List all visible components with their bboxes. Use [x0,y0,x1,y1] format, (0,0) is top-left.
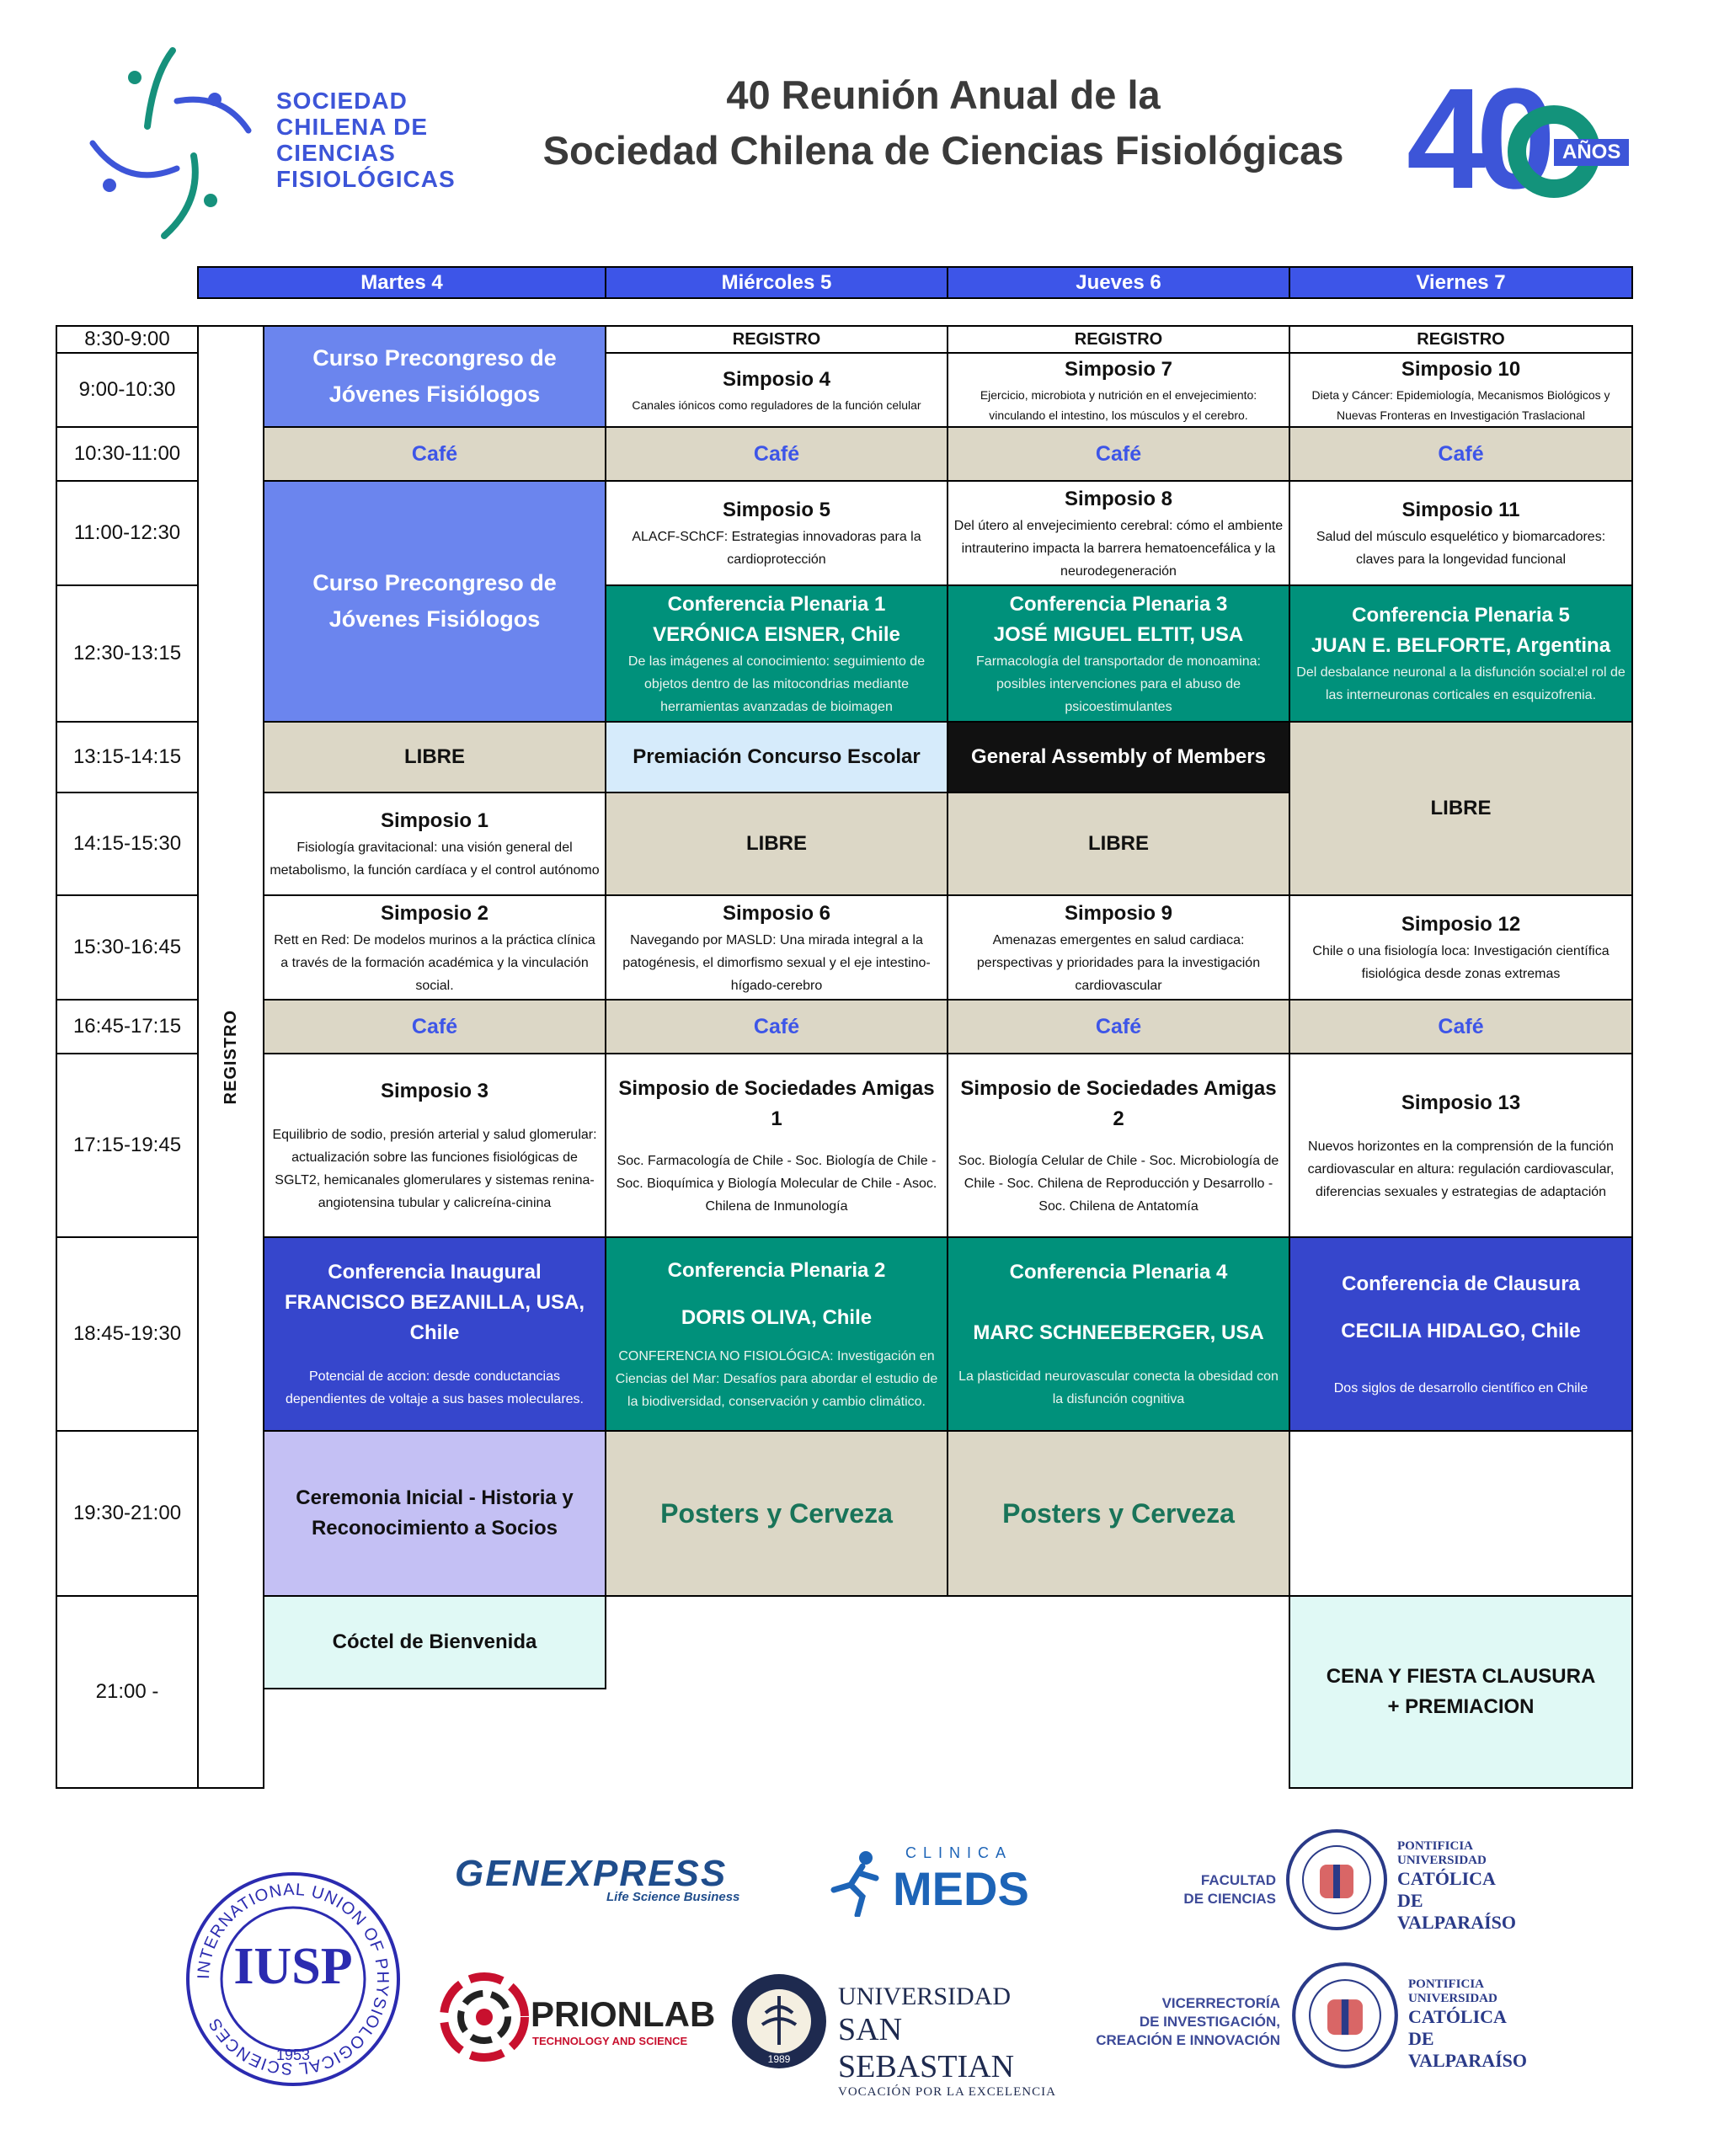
pucv-line: UNIVERSIDAD [1397,1854,1487,1867]
curso-precongreso-1: Curso Precongreso de Jóvenes Fisiólogos [263,325,606,428]
simposio-sociedades-amigas-2: Simposio de Sociedades Amigas 2 Soc. Biología Celular de Chile - Soc. Microbiología de Chile - Soc. Chilena de Reproducción y Desarrollo - Soc. Chilena de Antatomía [947,1053,1290,1238]
simposio-9: Simposio 9 Amenazas emergentes en salud cardiaca: perspectivas y prioridades para la investigación cardiovascular [947,894,1290,1001]
meds-wordmark: MEDS [893,1862,1029,1915]
time-slot: 18:45-19:30 [56,1236,199,1432]
prionlab-swirl-icon [438,1954,531,2080]
vicerrectoria-line: DE INVESTIGACIÓN, [1139,2014,1280,2030]
empty-viernes-evening [1289,1430,1633,1597]
day-header-miercoles: Miércoles 5 [605,266,948,299]
registro-vertical-label: REGISTRO [221,1009,240,1105]
time-slot: 9:00-10:30 [56,352,199,428]
conferencia-plenaria-1: Conferencia Plenaria 1 VERÓNICA EISNER, Chile De las imágenes al conocimiento: seguimiento de objetos dentro de las mitocondrias mediante herramientas avanzadas de bioimagen [605,584,948,723]
registro-jueves: REGISTRO [947,325,1290,354]
pucv-line: VALPARAÍSO [1408,2050,1527,2071]
clinica-meds-logo [825,1844,1053,1920]
iups-logo [184,1870,403,2089]
simposio-3: Simposio 3 Equilibrio de sodio, presión arterial y salud glomerular: actualización sobre las funciones fisiológicas de SGLT2, hemicanales glomerulares y sistemas renina-angiotensina tubular y calicreína-cinina [263,1053,606,1238]
org-name-line: CIENCIAS [276,140,396,166]
facultad-line: FACULTAD [1200,1872,1276,1888]
uss-seal-year: 1989 [767,2053,791,2065]
pucv-line: CATÓLICA DE [1397,1868,1495,1911]
iups-year: 1953 [275,2047,311,2063]
libre-miercoles: LIBRE [605,792,948,896]
cafe-miercoles-pm: Café [605,999,948,1054]
cafe-miercoles-am: Café [605,426,948,482]
org-name-line: FISIOLÓGICAS [276,166,456,192]
cafe-viernes-pm: Café [1289,999,1633,1054]
conferencia-plenaria-3: Conferencia Plenaria 3 JOSÉ MIGUEL ELTIT, USA Farmacología del transportador de monoamina: posibles intervenciones para el abuso de psicoestimulantes [947,584,1290,723]
cafe-martes-pm: Café [263,999,606,1054]
libre-martes: LIBRE [263,721,606,793]
title-line-1: 40 Reunión Anual de la [726,72,1161,117]
conferencia-clausura: Conferencia de Clausura CECILIA HIDALGO, Chile Dos siglos de desarrollo científico en Chile [1289,1236,1633,1432]
cena-fiesta-clausura: CENA Y FIESTA CLAUSURA + PREMIACION [1289,1595,1633,1789]
registro-miercoles: REGISTRO [605,325,948,354]
badge-number: 40 [1407,59,1546,219]
simposio-1: Simposio 1 Fisiología gravitacional: una visión general del metabolismo, la función cardíaca y el control autónomo [263,792,606,896]
uss-line: SAN SEBASTIAN [838,2012,1015,2084]
genexpress-wordmark: GENEXPRESS [455,1853,728,1894]
simposio-10: Simposio 10 Dieta y Cáncer: Epidemiología, Mecanismos Biológicos y Nuevas Fronteras en Investigación Traslacional [1289,352,1633,428]
facultad-line: DE CIENCIAS [1183,1891,1276,1907]
clinica-label: CLINICA [905,1844,1013,1861]
vicerrectoria-line: CREACIÓN E INNOVACIÓN [1096,2032,1280,2048]
simposio-12: Simposio 12 Chile o una fisiología loca: Investigación científica fisiológica desde zonas extremas [1289,894,1633,1001]
simposio-sociedades-amigas-1: Simposio de Sociedades Amigas 1 Soc. Farmacología de Chile - Soc. Biología de Chile - Soc. Bioquímica y Biología Molecular de Chile - Asoc. Chilena de Inmunología [605,1053,948,1238]
day-header-jueves: Jueves 6 [947,266,1290,299]
page-title [472,67,1415,179]
cafe-viernes-am: Café [1289,426,1633,482]
simposio-8: Simposio 8 Del útero al envejecimiento cerebral: cómo el ambiente intrauterino impacta la barrera hematoencefálica y la neurodegeneración [947,480,1290,586]
org-name-line: SOCIEDAD [276,88,408,114]
facultad-ciencias-logo [1175,1828,1516,1937]
ceremonia-inicial: Ceremonia Inicial - Historia y Reconocimiento a Socios [263,1430,606,1597]
pucv-line: VALPARAÍSO [1397,1912,1516,1933]
pucv-line: CATÓLICA DE [1408,2006,1506,2049]
simposio-5: Simposio 5 ALACF-SChCF: Estrategias innovadoras para la cardioprotección [605,480,948,586]
simposio-13: Simposio 13 Nuevos horizontes en la comprensión de la función cardiovascular en altura: regulación cardiovascular, diferencias sexuales y estrategias de adaptación [1289,1053,1633,1238]
time-slot: 12:30-13:15 [56,584,199,723]
conferencia-plenaria-5: Conferencia Plenaria 5 JUAN E. BELFORTE, Argentina Del desbalance neuronal a la disfunción social:el rol de las interneuronas corticales en esquizofrenia. [1289,584,1633,723]
uss-line: VOCACIÓN POR LA EXCELENCIA [838,2085,1056,2099]
time-slot: 21:00 - [56,1595,199,1789]
registro-viernes: REGISTRO [1289,325,1633,354]
pucv-line: PONTIFICIA [1397,1839,1474,1853]
time-slot: 11:00-12:30 [56,480,199,586]
society-logo [76,42,472,244]
coctel-bienvenida: Cóctel de Bienvenida [263,1595,606,1689]
simposio-7: Simposio 7 Ejercicio, microbiota y nutrición en el envejecimiento: vinculando el intestino, los músculos y el cerebro. [947,352,1290,428]
anniversary-badge [1407,59,1642,219]
runner-icon [825,1849,884,1917]
time-slot: 19:30-21:00 [56,1430,199,1597]
title-line-2: Sociedad Chilena de Ciencias Fisiológicas [542,128,1344,173]
time-slot: 13:15-14:15 [56,721,199,793]
iups-ring-text: INTERNATIONAL UNION OF PHYSIOLOGICAL SCIENCES [194,1880,392,2079]
libre-jueves: LIBRE [947,792,1290,896]
posters-cerveza-miercoles: Posters y Cerveza [605,1430,948,1597]
time-slot: 10:30-11:00 [56,426,199,482]
uss-logo [729,1971,1065,2099]
pucv-seal-icon [1290,1961,1400,2070]
conferencia-plenaria-4: Conferencia Plenaria 4 MARC SCHNEEBERGER, USA La plasticidad neurovascular conecta la obesidad con la disfunción cognitiva [947,1236,1290,1432]
day-header-viernes: Viernes 7 [1289,266,1633,299]
iups-mark: IUSP [233,1938,353,1995]
conferencia-inaugural: Conferencia Inaugural FRANCISCO BEZANILLA, USA, Chile Potencial de accion: desde conductancias dependientes de voltaje a sus bases moleculares. [263,1236,606,1432]
time-slot: 15:30-16:45 [56,894,199,1001]
pucv-line: PONTIFICIA [1408,1977,1485,1991]
genexpress-logo [455,1853,775,1903]
genexpress-tagline: Life Science Business [606,1890,740,1904]
prionlab-logo [438,1954,716,2080]
simposio-6: Simposio 6 Navegando por MASLD: Una mirada integral a la patogénesis, el dimorfismo sexual y el eje intestino-hígado-cerebro [605,894,948,1001]
pucv-seal-icon [1284,1828,1389,1932]
time-slot: 8:30-9:00 [56,325,199,354]
org-name-line: CHILENA DE [276,114,429,140]
registro-column [197,325,264,1789]
badge-label: AÑOS [1554,139,1629,166]
cafe-martes-am: Café [263,426,606,482]
curso-precongreso-2: Curso Precongreso de Jóvenes Fisiólogos [263,480,606,723]
conferencia-plenaria-2: Conferencia Plenaria 2 DORIS OLIVA, Chile CONFERENCIA NO FISIOLÓGICA: Investigación en Ciencias del Mar: Desafíos para abordar el estudio de la biodiversidad, conservación y cambio climático. [605,1236,948,1432]
uss-line: UNIVERSIDAD [838,1983,1011,2010]
premiacion-concurso-escolar: Premiación Concurso Escolar [605,721,948,793]
society-logo-icon [76,42,270,244]
pucv-line: UNIVERSIDAD [1408,1992,1497,2005]
libre-viernes: LIBRE [1289,721,1633,896]
prionlab-wordmark: PRIONLAB [531,1994,716,2034]
cafe-jueves-pm: Café [947,999,1290,1054]
time-slot: 14:15-15:30 [56,792,199,896]
simposio-4: Simposio 4 Canales iónicos como reguladores de la función celular [605,352,948,428]
vicerrectoria-logo [1095,1954,1533,2080]
cafe-jueves-am: Café [947,426,1290,482]
simposio-11: Simposio 11 Salud del músculo esquelético y biomarcadores: claves para la longevidad funcional [1289,480,1633,586]
day-header-martes: Martes 4 [197,266,606,299]
prionlab-tagline: TECHNOLOGY AND SCIENCE [532,2035,688,2047]
time-slot: 16:45-17:15 [56,999,199,1054]
time-slot: 17:15-19:45 [56,1053,199,1238]
posters-cerveza-jueves: Posters y Cerveza [947,1430,1290,1597]
general-assembly: General Assembly of Members [947,721,1290,793]
vicerrectoria-line: VICERRECTORÍA [1161,1995,1280,2011]
simposio-2: Simposio 2 Rett en Red: De modelos murinos a la práctica clínica a través de la formación académica y la vinculación social. [263,894,606,1001]
